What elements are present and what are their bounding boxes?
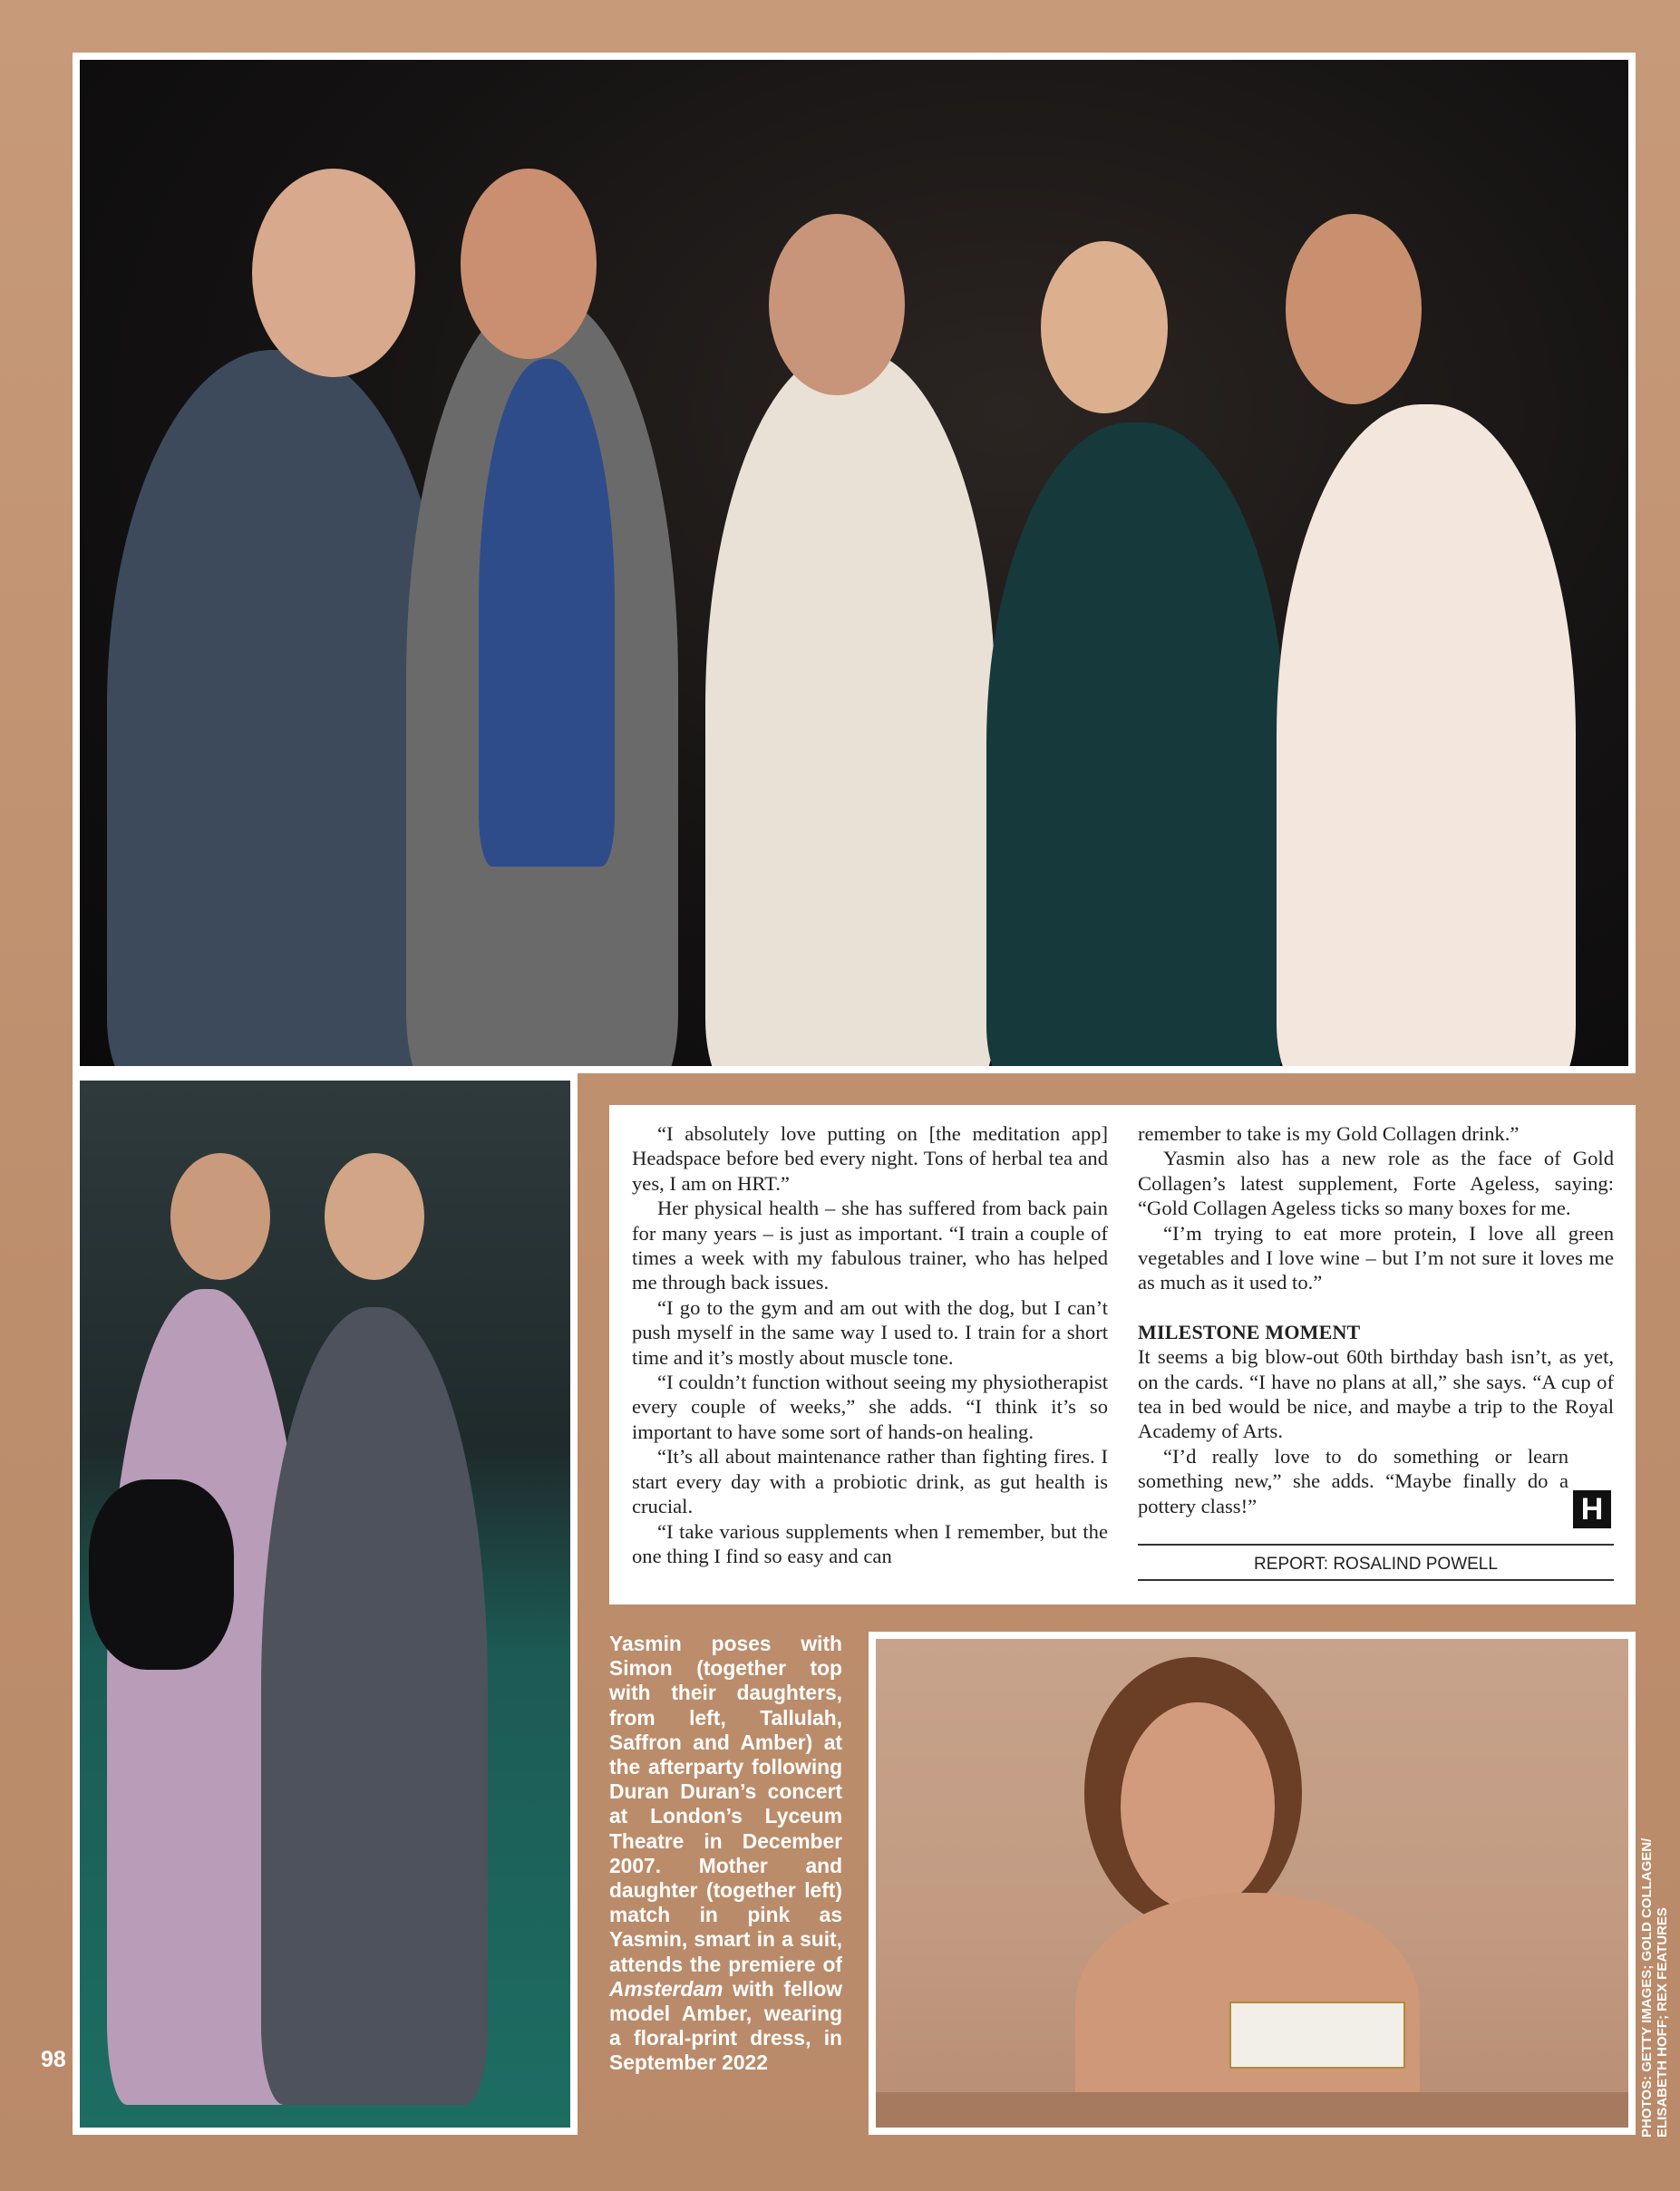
paragraph: Her physical health – she has suffered from back pain for many years – is just as important. “I train a couple of times a week with my fabulous trainer, who has helped me through back issues.	[632, 1197, 1108, 1294]
article-column-2	[1138, 1121, 1614, 1518]
face	[252, 169, 415, 377]
article-text	[609, 1105, 1636, 1604]
feather-bag	[89, 1479, 234, 1670]
face	[1121, 1702, 1275, 1911]
caption-text-end: with fellow model Amber, wearing a floral-print dress, in September 2022	[609, 1976, 842, 2075]
paragraph: Yasmin also has a new role as the face of Gold Collagen’s latest supplement, Forte Ageless, saying: “Gold Collagen Ageless ticks so many boxes for me.	[1138, 1147, 1614, 1220]
face	[769, 214, 905, 395]
face	[1286, 214, 1422, 404]
shirt	[479, 359, 615, 867]
figure-amber	[1277, 404, 1576, 1073]
subheading: MILESTONE MOMENT	[1138, 1320, 1361, 1343]
report-byline: REPORT: ROSALIND POWELL	[1254, 1555, 1498, 1574]
photo-credit: PHOTOS: GETTY IMAGES; GOLD COLLAGEN/ ELISABETH HOFF; REX FEATURES	[1639, 1837, 1670, 2138]
article-column-1	[632, 1121, 1108, 1568]
end-mark-icon: H	[1573, 1490, 1611, 1528]
figure-tallulah	[107, 350, 452, 1073]
figure-amber-floral-dress	[261, 1307, 488, 2105]
face	[170, 1153, 270, 1280]
figure-yasmin	[705, 350, 995, 1073]
paragraph: remember to take is my Gold Collagen drink.”	[1138, 1122, 1520, 1145]
paragraph: “I couldn’t function without seeing my physiotherapist every couple of weeks,” she adds. “I think it’s so important to have some sort of hands-on healing.	[632, 1371, 1108, 1443]
divider	[1138, 1579, 1614, 1581]
face	[1041, 241, 1168, 413]
page-number: 98	[41, 2047, 66, 2072]
paragraph: “I absolutely love putting on [the meditation app] Headspace before bed every night. Tons of herbal tea and yes, I am on HRT.”	[632, 1122, 1108, 1195]
caption-film-title: Amsterdam	[609, 1976, 723, 2001]
caption-text: Yasmin poses with Simon (together top with their daughters, from left, Tallulah, Saffron and Amber) at the afterparty following Duran Duran’s concert at London’s Lyceum Theatre in December 2007. Mother and daughter (together left) match in pink as Yasmin, smart in a suit, attends the premiere of	[609, 1632, 842, 1976]
paragraph: “It’s all about maintenance rather than fighting fires. I start every day with a probiotic drink, as gut health is crucial.	[632, 1445, 1108, 1518]
divider	[1138, 1544, 1614, 1546]
paragraph: “I go to the gym and am out with the dog, but I can’t push myself in the same way I used to. I train for a short time and it’s mostly about muscle tone.	[632, 1295, 1108, 1369]
photo-amsterdam-premiere	[73, 1073, 578, 2135]
photo-caption	[609, 1632, 842, 2076]
gold-collagen-box	[1229, 2002, 1405, 2069]
paragraph: “I’m trying to eat more protein, I love all green vegetables and I love wine – but I’m not sure it loves me as much as it used to.”	[1138, 1221, 1614, 1294]
photo-gold-collagen-portrait	[869, 1632, 1636, 2135]
face	[325, 1153, 424, 1280]
photo-family-afterparty	[73, 53, 1636, 1073]
paragraph: It seems a big blow-out 60th birthday bash isn’t, as yet, on the cards. “I have no plans at all,” she says. “A cup of tea in bed would be nice, and maybe a trip to the Royal Academy of Arts.	[1138, 1345, 1614, 1443]
face	[461, 169, 597, 359]
paragraph: “I’d really love to do something or learn something new,” she adds. “Maybe finally do a pottery class!”	[1138, 1444, 1568, 1517]
paragraph: “I take various supplements when I remember, but the one thing I find so easy and can	[632, 1519, 1108, 1567]
figure-saffron	[986, 422, 1286, 1073]
table-surface	[876, 2092, 1636, 2135]
